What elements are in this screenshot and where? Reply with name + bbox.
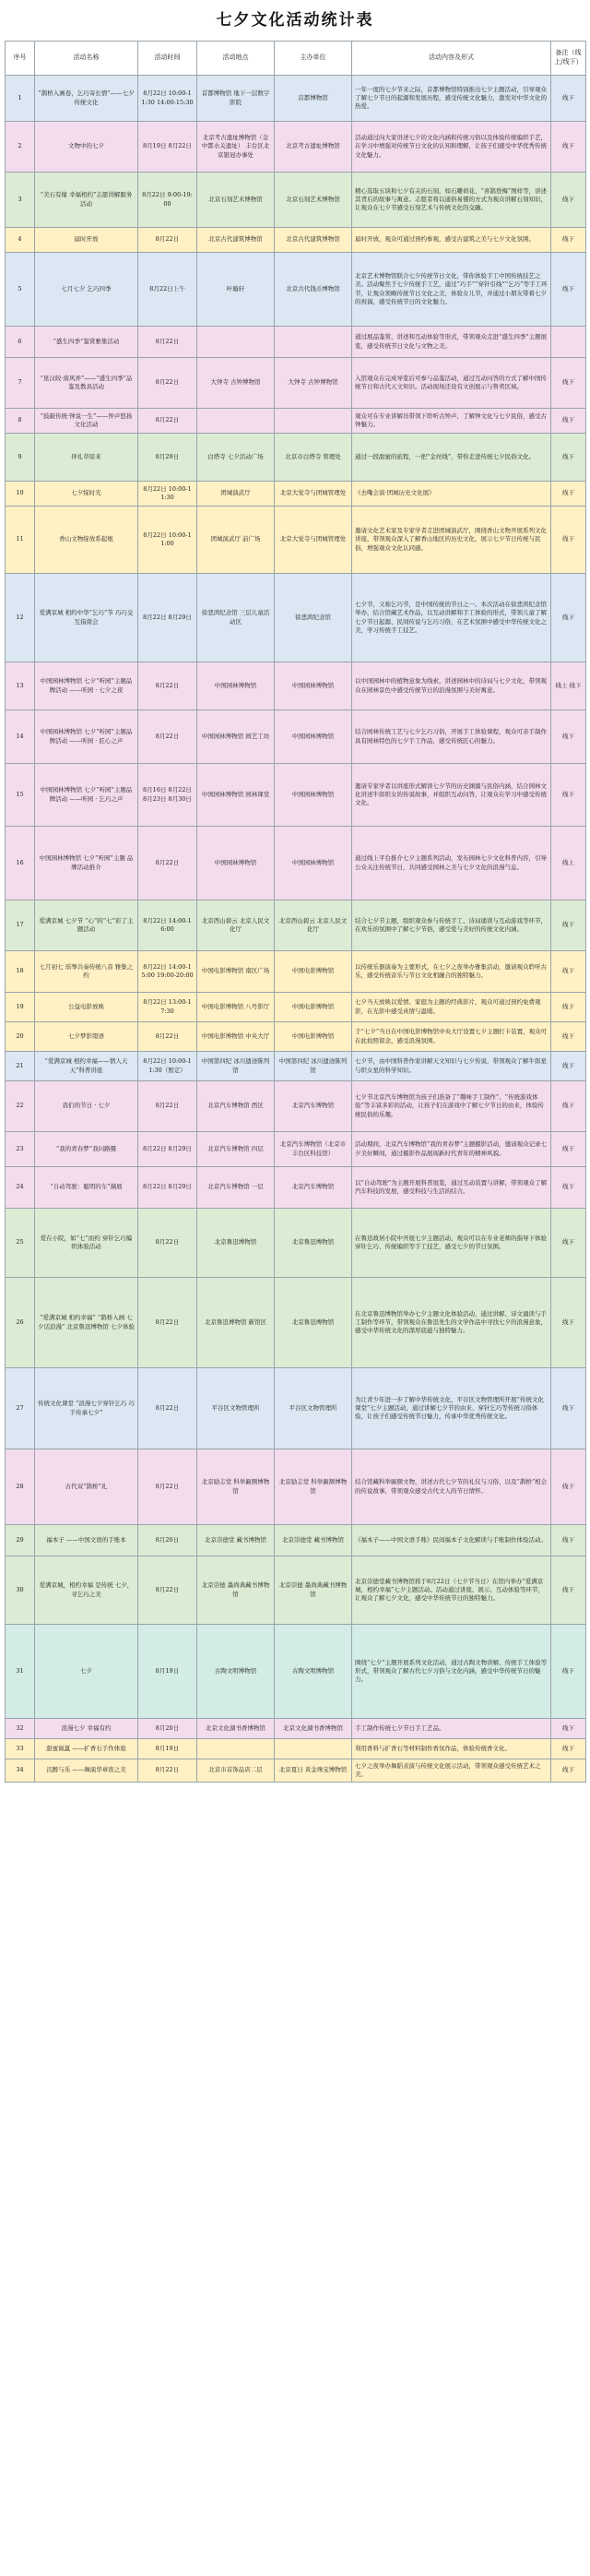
- activity-name: “鼓敲传统·钟说一生”——钟声悠扬文化活动: [35, 409, 138, 434]
- online-offline-note: 线上 线下: [551, 662, 586, 710]
- host-organization: 大钟寺 古钟博物馆: [275, 358, 352, 409]
- activity-time: 8月22日: [138, 1278, 197, 1368]
- row-number: 16: [6, 827, 35, 900]
- activity-description: 在鲁迅故居小院中开展七夕主题活动，观众可以在专业老师的指导下体验穿针乞巧、传统编织等手工技艺，感受七夕的节日氛围。: [352, 1209, 551, 1278]
- activity-time: 8月20日: [138, 1719, 197, 1739]
- activity-name: “美石有缘 幸福相约”志愿讲解服务活动: [35, 173, 138, 228]
- activity-place: 北京崇德 墨尚典藏书博物馆: [197, 1556, 275, 1625]
- activity-place: 中国园林博物馆 园林课堂: [197, 764, 275, 827]
- activity-name: 浪漫七夕 幸福有约: [35, 1719, 138, 1739]
- host-organization: 北京崇德 墨尚典藏书博物馆: [275, 1556, 352, 1625]
- activity-description: 结合七夕节主题，组织观众参与传统手工、诗词诵读与互动游戏等环节，在欢乐的氛围中了解七夕节俗，感受爱与美好的传统文化内涵。: [352, 900, 551, 951]
- table-row: [6, 76, 586, 122]
- table-row: [6, 482, 586, 507]
- activity-time: 8月22日: [138, 1022, 197, 1052]
- activity-name: 香山文物绽放系起炮: [35, 507, 138, 574]
- online-offline-note: 线下: [551, 358, 586, 409]
- online-offline-note: 线下: [551, 1022, 586, 1052]
- row-number: 7: [6, 358, 35, 409]
- row-number: 4: [6, 228, 35, 253]
- online-offline-note: 线下: [551, 764, 586, 827]
- activity-description: 于“七夕”当日在中国电影博物馆中央大厅设置七夕主题打卡装置，观众可在此拍照留念，感受浪漫氛围。: [352, 1022, 551, 1052]
- host-organization: 中国园林博物馆: [275, 764, 352, 827]
- online-offline-note: 线下: [551, 993, 586, 1022]
- column-header-time: 活动时间: [138, 42, 197, 76]
- online-offline-note: 线下: [551, 574, 586, 662]
- activity-name: “爱满京城 相约幸福” “鹊桥入画 七夕话浪漫” 北京鲁迅博物馆 七夕体验: [35, 1278, 138, 1368]
- online-offline-note: 线下: [551, 1625, 586, 1719]
- activity-place: 团城演武厅 前广场: [197, 507, 275, 574]
- page-title: 七夕文化活动统计表: [216, 11, 374, 30]
- activity-name: “星汉皎·南风弄”——“盛生四季”品鉴及教具活动: [35, 358, 138, 409]
- host-organization: [275, 1739, 352, 1759]
- host-organization: 北京崇德堂 藏书博物馆: [275, 1525, 352, 1556]
- activity-description: 七夕节，又称乞巧节，是中国传统的节日之一。本次活动在徐悲鸿纪念馆举办，结合馆藏艺术作品，以互动讲解和手工体验的形式，带领儿童了解七夕节日起源、民间传说与乞巧习俗，在艺术氛围中感受中华传统文化之美，学习传统手工技艺。: [352, 574, 551, 662]
- table-row: [6, 1368, 586, 1449]
- online-offline-note: 线下: [551, 1132, 586, 1167]
- online-offline-note: 线下: [551, 1368, 586, 1449]
- activity-time: 8月29日: [138, 434, 197, 482]
- host-organization: 中国电影博物馆: [275, 951, 352, 993]
- activity-description: 邀请专家学者以讲座形式解读七夕节的历史渊源与民俗内涵，结合园林文化讲述牛郎织女的传说故事，并组织互动问答，让观众在学习中感受传统文化。: [352, 764, 551, 827]
- row-number: 26: [6, 1278, 35, 1368]
- host-organization: 北京汽车博物馆: [275, 1081, 352, 1132]
- online-offline-note: 线下: [551, 1278, 586, 1368]
- table-header-row: [6, 42, 586, 76]
- activity-description: 七夕节北京汽车博物馆为孩子们准备了“趣味手工制作”、“传统游戏体验”等丰富多彩的活动，让孩子们在游戏中了解七夕节日的由来，体验传统民俗的乐趣。: [352, 1081, 551, 1132]
- row-number: 11: [6, 507, 35, 574]
- activity-name: 中国园林博物馆 七夕“听园”主题 品牌活动推介: [35, 827, 138, 900]
- activity-description: 精心选取五块和七夕有关的石刻，如石雕荷花、“喜鹊登梅”图样等，讲述其背后的故事与寓意。志愿者将以通俗易懂的方式为观众讲解石刻知识，让观众在七夕节感受石刻艺术与传统文化的交融。: [352, 173, 551, 228]
- activity-time: 8月22日: [138, 710, 197, 764]
- activity-description: 为让青少年进一步了解中华传统文化，平谷区文物管理所开展“传统文化课堂”七夕主题活动，通过讲解七夕节的由来、穿针乞巧等传统习俗体验，让孩子们感受传统节日魅力，传承中华优秀传统文化。: [352, 1368, 551, 1449]
- activity-description: 《去嘞会演·团城历史文化展》: [352, 482, 551, 507]
- activity-place: 叶璇轩: [197, 253, 275, 327]
- activity-place: 白塔寺 七夕活动广场: [197, 434, 275, 482]
- activity-place: 北京励志堂 科举匾额博物馆: [197, 1449, 275, 1525]
- activity-description: 七夕当天放映以爱情、家庭为主题的经典影片，观众可通过预约免费观影，在光影中感受真情与温暖。: [352, 993, 551, 1022]
- activity-name: 古代双“鹊桥”礼: [35, 1449, 138, 1525]
- activity-time: 8月22日 8月29日: [138, 1132, 197, 1167]
- activity-name: “自动驾驶：聪明的车”摘展: [35, 1167, 138, 1209]
- activity-name: 我们的节日 · 七夕: [35, 1081, 138, 1132]
- activity-description: 以传统乐器演奏为主要形式，在七夕之夜举办雅集活动，邀请观众聆听古乐，感受传统音乐与节日文化相融合的独特魅力。: [352, 951, 551, 993]
- table-row: [6, 228, 586, 253]
- row-number: 18: [6, 951, 35, 993]
- row-number: 22: [6, 1081, 35, 1132]
- row-number: 28: [6, 1449, 35, 1525]
- table-row: [6, 1022, 586, 1052]
- activity-time: 8月22日上午: [138, 253, 197, 327]
- activity-name: 爱满京城，相约幸福 是传统 七夕，寻乞巧之美: [35, 1556, 138, 1625]
- activity-place: 中国第四纪 冰川遗迹陈列馆: [197, 1052, 275, 1081]
- host-organization: 中国第四纪 冰川遗迹陈列馆: [275, 1052, 352, 1081]
- host-organization: 中国电影博物馆: [275, 1022, 352, 1052]
- online-offline-note: 线下: [551, 710, 586, 764]
- table-row: [6, 574, 586, 662]
- table-row: [6, 327, 586, 358]
- table-row: [6, 951, 586, 993]
- activity-time: 8月22日: [138, 1556, 197, 1625]
- host-organization: 北京汽车博物馆（北京市丰台区科技馆）: [275, 1132, 352, 1167]
- activity-time: 8月22日 10:00-11:30（暂定）: [138, 1052, 197, 1081]
- row-number: 17: [6, 900, 35, 951]
- activity-time: 8月22日: [138, 1209, 197, 1278]
- activity-time: 8月22日 14:00-15:00 19:00-20:00: [138, 951, 197, 993]
- activity-time: 8月22日: [138, 228, 197, 253]
- table-row: [6, 1052, 586, 1081]
- online-offline-note: 线下: [551, 1556, 586, 1625]
- activity-name: 爱满京城 七夕节 “心”的“七”彩了主题活动: [35, 900, 138, 951]
- activity-place: 平谷区文物管理所: [197, 1368, 275, 1449]
- activity-description: 围绕“七夕”主题开展系列文化活动，通过古陶文物讲解、传统手工体验等形式，带领观众了解古代七夕习俗与文化内涵，感受中华传统节日的魅力。: [352, 1625, 551, 1719]
- activity-name: “鹊桥入画卷，乞巧寄长情”——七夕传统文化: [35, 76, 138, 122]
- activity-time: 8月22日: [138, 327, 197, 358]
- activity-time: 8月22日 9:00-19:00: [138, 173, 197, 228]
- row-number: 1: [6, 76, 35, 122]
- table-row: [6, 764, 586, 827]
- table-row: [6, 434, 586, 482]
- activity-description: 《福本子——中国文语手账》民间福本子文化解读与手账制作体验活动。: [352, 1525, 551, 1556]
- column-header-desc: 活动内容及形式: [352, 42, 551, 76]
- activity-name: 爱在小院，如“七”而约 穿针乞巧编织体验活动: [35, 1209, 138, 1278]
- table-row: [6, 1556, 586, 1625]
- online-offline-note: 线下: [551, 122, 586, 173]
- row-number: 8: [6, 409, 35, 434]
- host-organization: 北京夏日 黄金珠宝博物馆: [275, 1759, 352, 1783]
- host-organization: 北京汽车博物馆: [275, 1167, 352, 1209]
- activity-description: 一年一度的七夕节来之际，首都博物馆特别推出七夕主题活动，引导观众了解七夕节日的起源和发展历程，感受传统文化魅力，激发对中华文化的热爱。: [352, 76, 551, 122]
- row-number: 9: [6, 434, 35, 482]
- row-number: 3: [6, 173, 35, 228]
- host-organization: [275, 327, 352, 358]
- activity-description: 北京艺术博物馆联合七夕传统节日文化，带你体验手工中国传统技艺之美。活动聚焦于七夕传统手工艺，通过“巧手”“穿针引线”“乞巧”等手工环节，让观众领略传统节日文化之美，体验女儿节，并通过小朋友带着七夕的祝福，感受传统节日的文化魅力。: [352, 253, 551, 327]
- host-organization: 首都博物馆: [275, 76, 352, 122]
- activity-description: 七夕之夜举办舞蹈表演与传统文化展示活动，带领观众感受传统艺术之美。: [352, 1759, 551, 1783]
- activity-name: “我的青春梦”我问路摄: [35, 1132, 138, 1167]
- row-number: 21: [6, 1052, 35, 1081]
- activity-place: 北京西山碧云 北京人民文化厅: [197, 900, 275, 951]
- row-number: 32: [6, 1719, 35, 1739]
- activity-place: 北京石刻艺术博物馆: [197, 173, 275, 228]
- table-row: [6, 1278, 586, 1368]
- activity-description: 活动期间，北京汽车博物馆“我的青春梦”主题摄影活动，邀请观众记录七夕美好瞬间，通过摄影作品展现新时代青年的精神风貌。: [352, 1132, 551, 1167]
- activity-time: 8月22日 8月29日: [138, 574, 197, 662]
- table-row: [6, 1167, 586, 1209]
- host-organization: 中国园林博物馆: [275, 827, 352, 900]
- host-organization: 平谷区文物管理所: [275, 1368, 352, 1449]
- activity-time: 8月22日 10:00-11:30: [138, 482, 197, 507]
- activity-time: 8月22日: [138, 1449, 197, 1525]
- table-row: [6, 827, 586, 900]
- host-organization: 中国园林博物馆: [275, 662, 352, 710]
- activity-name: 七月初七 瑶琴共奏传统八音 雅集之约: [35, 951, 138, 993]
- online-offline-note: 线下: [551, 434, 586, 482]
- column-header-name: 活动名称: [35, 42, 138, 76]
- table-row: [6, 1525, 586, 1556]
- host-organization: 北京大觉寺与团城管理处: [275, 507, 352, 574]
- activity-place: 中国电影博物馆 中央大厅: [197, 1022, 275, 1052]
- activity-time: 8月19日 8月22日: [138, 122, 197, 173]
- row-number: 14: [6, 710, 35, 764]
- activity-name: 七夕梦影缀语: [35, 1022, 138, 1052]
- online-offline-note: 线下: [551, 76, 586, 122]
- row-number: 2: [6, 122, 35, 173]
- host-organization: 北京古代建筑博物馆: [275, 228, 352, 253]
- activity-name: 七夕绽时光: [35, 482, 138, 507]
- activity-place: 团城演武厅: [197, 482, 275, 507]
- online-offline-note: 线下: [551, 173, 586, 228]
- table-row: [6, 409, 586, 434]
- online-offline-note: 线下: [551, 1052, 586, 1081]
- activity-place: 大钟寺 古钟博物馆: [197, 358, 275, 409]
- activity-place: 古陶文明博物馆: [197, 1625, 275, 1719]
- row-number: 29: [6, 1525, 35, 1556]
- activity-name: “爱满京城 相约幸福——情人天天”科普讲座: [35, 1052, 138, 1081]
- activity-description: 通过展品鉴赏、讲述和互动体验等形式，带领观众走进“盛生四季”主题展览，感受传统节日文化与文物之美。: [352, 327, 551, 358]
- online-offline-note: 线下: [551, 1081, 586, 1132]
- activity-place: 中国电影博物馆 南区广场: [197, 951, 275, 993]
- table-row: [6, 1132, 586, 1167]
- activity-description: 手工制作传统七夕节日手工艺品。: [352, 1719, 551, 1739]
- host-organization: 北京大觉寺与团城管理处: [275, 482, 352, 507]
- table-row: [6, 507, 586, 574]
- activity-description: 结合园林传统工艺与七夕乞巧习俗，开展手工体验课程，观众可亲手制作具有园林特色的七夕手工作品，感受传统匠心的魅力。: [352, 710, 551, 764]
- activity-place: [197, 327, 275, 358]
- row-number: 30: [6, 1556, 35, 1625]
- row-number: 19: [6, 993, 35, 1022]
- row-number: 34: [6, 1759, 35, 1783]
- online-offline-note: [551, 327, 586, 358]
- row-number: 24: [6, 1167, 35, 1209]
- activity-name: 七夕: [35, 1625, 138, 1719]
- activity-place: 中国园林博物馆: [197, 662, 275, 710]
- activity-place: 北京考古遗址博物馆（金中都水关遗址） 丰台区北京银冠办事处: [197, 122, 275, 173]
- row-number: 33: [6, 1739, 35, 1759]
- activity-place: 北京市首饰品店二层: [197, 1759, 275, 1783]
- online-offline-note: 线下: [551, 1209, 586, 1278]
- activity-description: 通过一段甜蜜的旅程，一把“金丝线”，带你走进传统七夕民俗文化。: [352, 434, 551, 482]
- activity-place: 徐悲鸿纪念馆 三层儿童活动区: [197, 574, 275, 662]
- activity-time: 8月22日: [138, 1368, 197, 1449]
- host-organization: [275, 409, 352, 434]
- activity-name: 福本子 ——中国文语的手账本: [35, 1525, 138, 1556]
- table-row: [6, 253, 586, 327]
- online-offline-note: 线上: [551, 827, 586, 900]
- activity-place: 北京汽车博物馆 四层: [197, 1132, 275, 1167]
- activity-time: 8月22日: [138, 1759, 197, 1783]
- activity-description: 届时开放，观众可通过预约参观，感受古建筑之美与七夕文化氛围。: [352, 228, 551, 253]
- activity-time: 8月22日: [138, 662, 197, 710]
- column-header-host: 主办单位: [275, 42, 352, 76]
- activity-time: 8月16日 8月22日 8月23日 8月30日: [138, 764, 197, 827]
- activity-name: 沉醉与乐 ——舞演华章夜之美: [35, 1759, 138, 1783]
- activity-place: 首都博物馆 地下一层数字影院: [197, 76, 275, 122]
- online-offline-note: 线下: [551, 1719, 586, 1739]
- host-organization: 中国电影博物馆: [275, 993, 352, 1022]
- online-offline-note: 线下: [551, 900, 586, 951]
- activity-time: 8月22日: [138, 358, 197, 409]
- column-header-no: 序号: [6, 42, 35, 76]
- activity-table: [5, 41, 586, 1783]
- table-row: [6, 1739, 586, 1759]
- activity-time: 8月20日: [138, 1525, 197, 1556]
- activity-time: 8月22日 14:00-16:00: [138, 900, 197, 951]
- host-organization: 徐悲鸿纪念馆: [275, 574, 352, 662]
- table-row: [6, 1625, 586, 1719]
- activity-name: 七月七夕 乞巧四季: [35, 253, 138, 327]
- online-offline-note: 线下: [551, 1167, 586, 1209]
- activity-place: 中国园林博物馆 园艺工坊: [197, 710, 275, 764]
- online-offline-note: 线下: [551, 228, 586, 253]
- activity-time: 8月22日 10:00-11:30 14:00-15:30: [138, 76, 197, 122]
- activity-name: “盛生四季”鉴赏雅集活动: [35, 327, 138, 358]
- activity-description: 七夕节，由中国科普作家讲解天文知识与七夕传说，带领观众了解牛郎星与织女星的科学知识。: [352, 1052, 551, 1081]
- online-offline-note: 线下: [551, 1739, 586, 1759]
- activity-name: 文物中的七夕: [35, 122, 138, 173]
- host-organization: 中国园林博物馆: [275, 710, 352, 764]
- activity-description: 入馆观众在完成导览后可参与品鉴活动，通过互动问答的方式了解中国传统节日和古代天文知识。活动现场还设有文创展示与售卖区域。: [352, 358, 551, 409]
- host-organization: 北京励志堂 科举匾额博物馆: [275, 1449, 352, 1525]
- column-header-note: 备注（线上/线下）: [551, 42, 586, 76]
- host-organization: 北京鲁迅博物馆: [275, 1278, 352, 1368]
- online-offline-note: 线下: [551, 507, 586, 574]
- activity-description: 利用香料与扩香石等材料制作香氛作品，体验传统香文化。: [352, 1739, 551, 1759]
- row-number: 20: [6, 1022, 35, 1052]
- activity-name: 届时开放: [35, 228, 138, 253]
- online-offline-note: 线下: [551, 951, 586, 993]
- activity-time: 8月22日: [138, 409, 197, 434]
- host-organization: 北京市白塔寺 管理处: [275, 434, 352, 482]
- activity-description: 观众可在专业讲解员带领下聆听古钟声，了解钟文化与七夕民俗，感受古钟魅力。: [352, 409, 551, 434]
- online-offline-note: 线下: [551, 253, 586, 327]
- table-row: [6, 993, 586, 1022]
- table-row: [6, 1719, 586, 1739]
- activity-description: 邀请文化艺术家及专家学者走进团城演武厅，围绕香山文物开展系列文化讲座，带领观众深入了解香山地区的历史文化，展示七夕节日传统与民俗，增强观众文化认同感。: [352, 507, 551, 574]
- activity-place: [197, 409, 275, 434]
- table-row: [6, 358, 586, 409]
- activity-description: 以中国园林中的植物意象为线索，讲述园林中的诗词与七夕文化，带领观众在园林景色中感受传统节日的浪漫氛围与美好寓意。: [352, 662, 551, 710]
- activity-place: 北京鲁迅博物馆: [197, 1209, 275, 1278]
- online-offline-note: 线下: [551, 1449, 586, 1525]
- activity-time: 8月22日: [138, 827, 197, 900]
- activity-place: 中国园林博物馆: [197, 827, 275, 900]
- activity-name: 甜蜜氤氲 ——扩香石手作体验: [35, 1739, 138, 1759]
- activity-time: 8月22日: [138, 1081, 197, 1132]
- activity-time: 8月19日: [138, 1739, 197, 1759]
- row-number: 27: [6, 1368, 35, 1449]
- table-row: [6, 1759, 586, 1783]
- table-row: [6, 710, 586, 764]
- activity-description: 北京崇德堂藏书博物馆将于8月22日（七夕节当日）在馆内举办“爱满京城，相约幸福”七夕主题活动。活动通过讲座、展示、互动体验等环节，让观众了解七夕文化，感受中华传统节日的独特魅力。: [352, 1556, 551, 1625]
- row-number: 15: [6, 764, 35, 827]
- row-number: 5: [6, 253, 35, 327]
- activity-description: 活动通过向大家讲述七夕的文化内涵和传统习俗以及体验传统编织手艺，在学习中增强对传统节日文化的认知和理解，让孩子们感受中华优秀传统文化魅力。: [352, 122, 551, 173]
- activity-time: 8月22日 10:00-11:00: [138, 507, 197, 574]
- host-organization: 北京考古遗址博物馆: [275, 122, 352, 173]
- online-offline-note: 线下: [551, 482, 586, 507]
- activity-description: 以“自动驾驶”为主题开展科普展览，通过互动装置与讲解，带领观众了解汽车科技的发展，感受科技与生活的结合。: [352, 1167, 551, 1209]
- activity-time: 8月22日 8月29日: [138, 1167, 197, 1209]
- table-row: [6, 122, 586, 173]
- table-row: [6, 1449, 586, 1525]
- table-row: [6, 1209, 586, 1278]
- activity-time: 8月22日 13:00-17:30: [138, 993, 197, 1022]
- activity-time: 8月19日: [138, 1625, 197, 1719]
- table-row: [6, 662, 586, 710]
- table-row: [6, 900, 586, 951]
- activity-place: 北京汽车博物馆 一层: [197, 1167, 275, 1209]
- activity-name: 传统文化课堂 “浪漫七夕穿针乞巧 巧手传承七夕”: [35, 1368, 138, 1449]
- activity-place: 中国电影博物馆 八号影厅: [197, 993, 275, 1022]
- row-number: 23: [6, 1132, 35, 1167]
- activity-name: 中国园林博物馆 七夕“听园”主题品牌活动 ——听园 · 七夕之夜: [35, 662, 138, 710]
- row-number: 25: [6, 1209, 35, 1278]
- activity-name: 中国园林博物馆 七夕“听园”主题品牌活动 ——听园 · 乞巧之声: [35, 764, 138, 827]
- host-organization: 北京文化湖书香博物馆: [275, 1719, 352, 1739]
- host-organization: 北京鲁迅博物馆: [275, 1209, 352, 1278]
- activity-description: 在北京鲁迅博物馆举办七夕主题文化体验活动，通过讲解、诗文诵读与手工制作等环节，带领观众在鲁迅先生的文学作品中寻找七夕的浪漫意象，感受中华传统文化的深厚底蕴与独特魅力。: [352, 1278, 551, 1368]
- table-row: [6, 173, 586, 228]
- row-number: 10: [6, 482, 35, 507]
- row-number: 12: [6, 574, 35, 662]
- activity-place: 北京崇德堂 藏书博物馆: [197, 1525, 275, 1556]
- row-number: 6: [6, 327, 35, 358]
- row-number: 31: [6, 1625, 35, 1719]
- activity-name: 公益电影放映: [35, 993, 138, 1022]
- activity-place: 北京文化湖书香博物馆: [197, 1719, 275, 1739]
- online-offline-note: 线下: [551, 1525, 586, 1556]
- online-offline-note: 线下: [551, 1759, 586, 1783]
- table-row: [6, 1081, 586, 1132]
- activity-place: 北京汽车博物馆 西区: [197, 1081, 275, 1132]
- activity-name: 伴礼草原来: [35, 434, 138, 482]
- activity-name: 爱满京城 相约中华“乞巧”节 巧巧交互指南会: [35, 574, 138, 662]
- activity-place: 北京鲁迅博物馆 新馆区: [197, 1278, 275, 1368]
- activity-description: 通过线上平台推介七夕主题系列活动，发布园林七夕文化科普内容，引导公众关注传统节日，共同感受园林之美与七夕文化的浪漫气息。: [352, 827, 551, 900]
- activity-place: 北京古代建筑博物馆: [197, 228, 275, 253]
- host-organization: 北京古代钱币博物馆: [275, 253, 352, 327]
- activity-description: 结合馆藏科举匾额文物，讲述古代七夕节的礼仪与习俗，以及“鹊桥”相会的传说故事，带领观众感受古代文人的节日情怀。: [352, 1449, 551, 1525]
- host-organization: 北京西山碧云 北京人民文化厅: [275, 900, 352, 951]
- online-offline-note: 线下: [551, 409, 586, 434]
- row-number: 13: [6, 662, 35, 710]
- activity-place: [197, 1739, 275, 1759]
- activity-name: 中国园林博物馆 七夕“听园”主题品牌活动 ——听园 · 匠心之声: [35, 710, 138, 764]
- host-organization: 北京石刻艺术博物馆: [275, 173, 352, 228]
- host-organization: 古陶文明博物馆: [275, 1625, 352, 1719]
- column-header-place: 活动地点: [197, 42, 275, 76]
